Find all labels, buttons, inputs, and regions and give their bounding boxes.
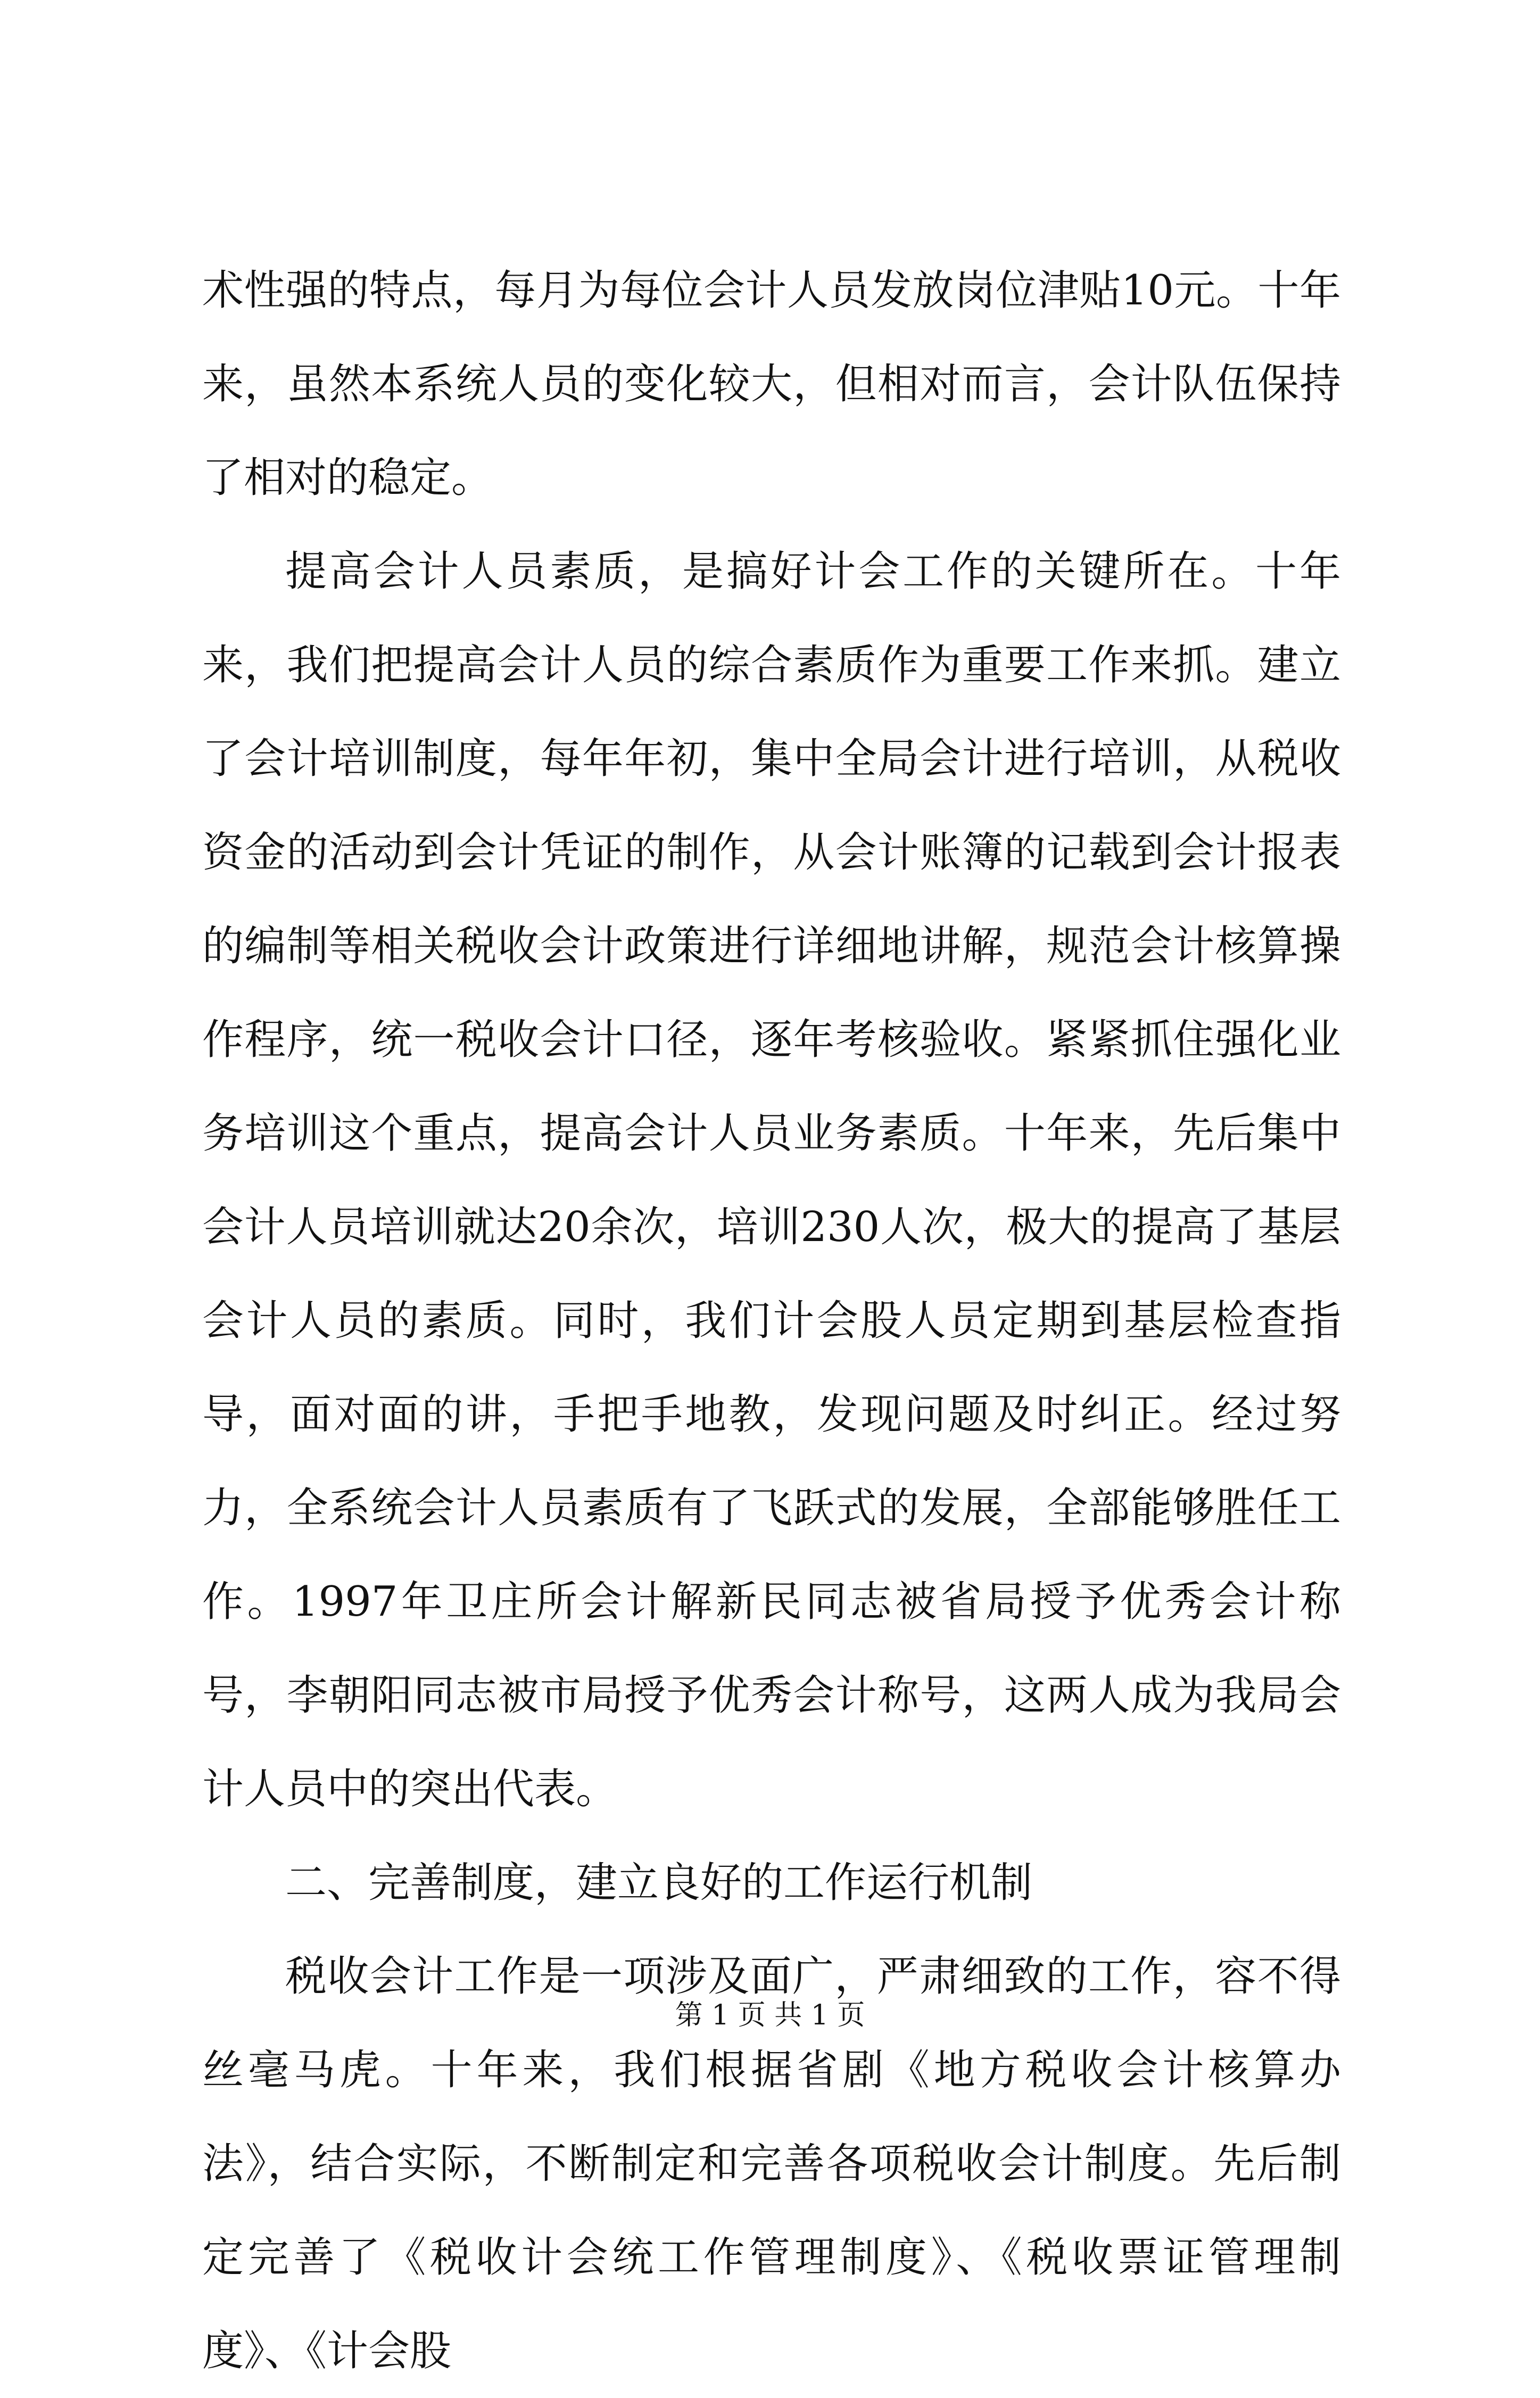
paragraph-3: 税收会计工作是一项涉及面广，严肃细致的工作，容不得丝毫马虎。十年来，我们根据省剧《地方税收会计核算办法》，结合实际，不断制定和完善各项税收会计制度。先后制定完善了《税收计会统工作管理制度》、《税收票证管理制度》、《计会股 [202,1953,1341,2375]
paragraph-1: 术性强的特点，每月为每位会计人员发放岗位津贴10元。十年来，虽然本系统人员的变化较大，但相对而言，会计队伍保持了相对的稳定。 [202,267,1341,502]
document-body [202,244,1341,2398]
paragraph-2: 提高会计人员素质，是搞好计会工作的关键所在。十年来，我们把提高会计人员的综合素质作为重要工作来抓。建立了会计培训制度，每年年初，集中全局会计进行培训，从税收资金的活动到会计凭证的制作，从会计账簿的记载到会计报表的编制等相关税收会计政策进行详细地讲解，规范会计核算操作程序，统一税收会计口径，逐年考核验收。紧紧抓住强化业务培训这个重点，提高会计人员业务素质。十年来，先后集中会计人员培训就达20余次，培训230人次，极大的提高了基层会计人员的素质。同时，我们计会股人员定期到基层检查指导，面对面的讲，手把手地教，发现问题及时纠正。经过努力，全系统会计人员素质有了飞跃式的发展，全部能够胜任工作。1997年卫庄所会计解新民同志被省局授予优秀会计称号，李朝阳同志被市局授予优秀会计称号，这两人成为我局会计人员中的突出代表。 [202,548,1341,1813]
page-number-footer: 第 1 页 共 1 页 [675,1999,865,2031]
section-heading: 二、完善制度，建立良好的工作运行机制 [285,1859,1033,1907]
